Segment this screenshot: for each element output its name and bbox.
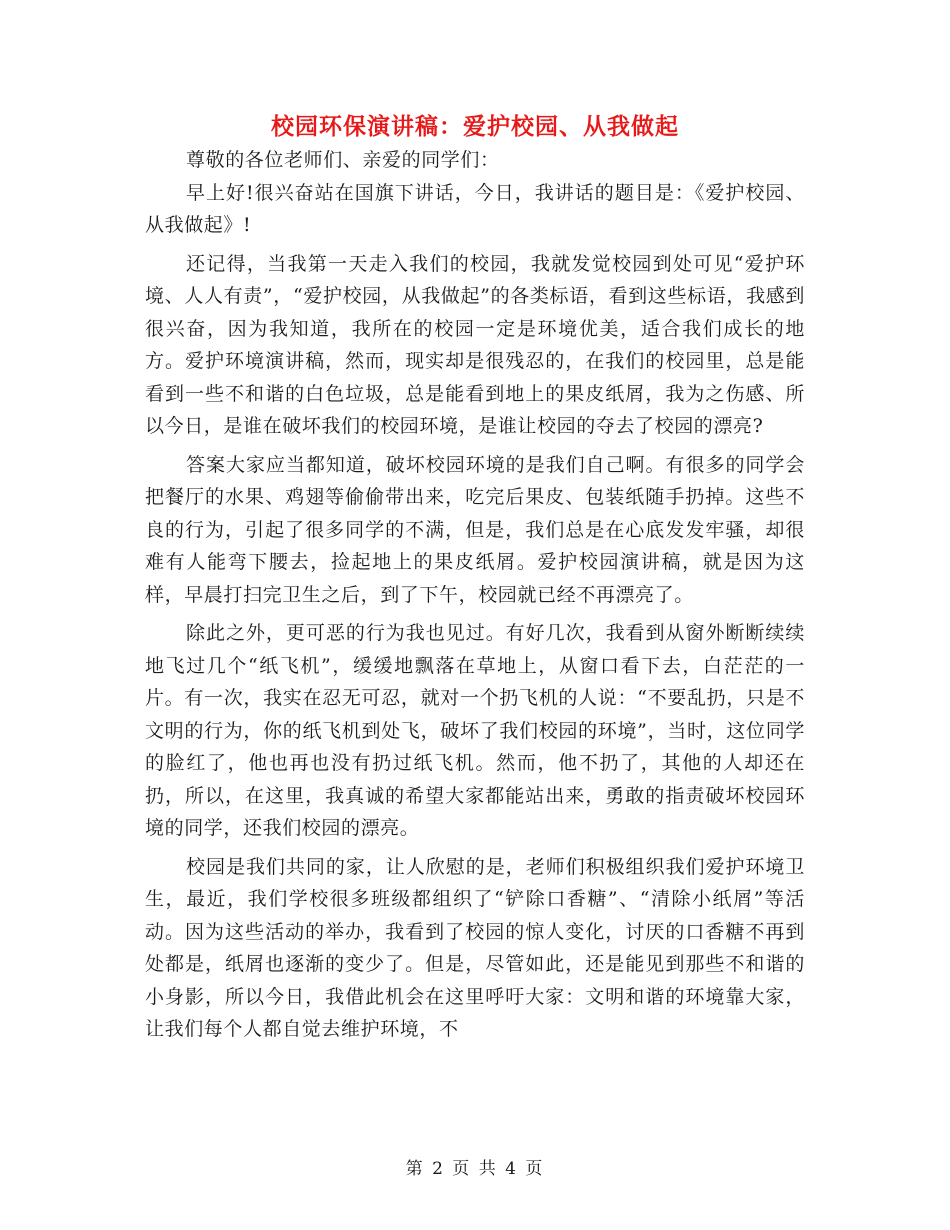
document-body xyxy=(145,144,805,1046)
paragraph-opening: 早上好!很兴奋站在国旗下讲话，今日，我讲话的题目是：《爱护校园、从我做起》! xyxy=(145,181,805,236)
page-number-footer: 第 2 页 共 4 页 xyxy=(405,1159,545,1179)
paragraph-memory: 还记得，当我第一天走入我们的校园，我就发觉校园到处可见“爱护环境、人人有责”，“爱护校园，从我做起”的各类标语，看到这些标语，我感到很兴奋，因为我知道，我所在的校园一定是环境优美，适合我们成长的地方。爱护环境演讲稿，然而，现实却是很残忍的，在我们的校园里，总是能看到一些不和谐的白色垃圾，总是能看到地上的果皮纸屑，我为之伤感、所以今日，是谁在破坏我们的校园环境，是谁让校园的夺去了校园的漂亮? xyxy=(145,252,805,437)
paragraph-answer: 答案大家应当都知道，破坏校园环境的是我们自己啊。有很多的同学会把餐厅的水果、鸡翅等偷偷带出来，吃完后果皮、包装纸随手扔掉。这些不良的行为，引起了很多同学的不满，但是，我们总是在心底发发牢骚，却很难有人能弯下腰去，捡起地上的果皮纸屑。爱护校园演讲稿，就是因为这样，早晨打扫完卫生之后，到了下午，校园就已经不再漂亮了。 xyxy=(145,453,805,606)
document-title: 校园环保演讲稿：爱护校园、从我做起 xyxy=(271,113,679,140)
paragraph-greeting: 尊敬的各位老师们、亲爱的同学们： xyxy=(186,149,500,171)
paragraph-school-home: 校园是我们共同的家，让人欣慰的是，老师们积极组织我们爱护环境卫生，最近，我们学校很多班级都组织了“铲除口香糖”、“清除小纸屑”等活动。因为这些活动的举办，我看到了校园的惊人变化，讨厌的口香糖不再到处都是，纸屑也逐渐的变少了。但是，尽管如此，还是能见到那些不和谐的小身影，所以今日，我借此机会在这里呼吁大家：文明和谐的环境靠大家，让我们每个人都自觉去维护环境，不 xyxy=(145,855,805,1040)
paragraph-paper-planes: 除此之外，更可恶的行为我也见过。有好几次，我看到从窗外断断续续地飞过几个“纸飞机”，缓缓地飘落在草地上，从窗口看下去，白茫茫的一片。有一次，我实在忍无可忍，就对一个扔飞机的人说：“不要乱扔，只是不文明的行为，你的纸飞机到处飞，破坏了我们校园的环境”，当时，这位同学的脸红了，他也再也没有扔过纸飞机。然而，他不扔了，其他的人却还在扔，所以，在这里，我真诚的希望大家都能站出来，勇敢的指责破坏校园环境的同学，还我们校园的漂亮。 xyxy=(145,622,805,839)
